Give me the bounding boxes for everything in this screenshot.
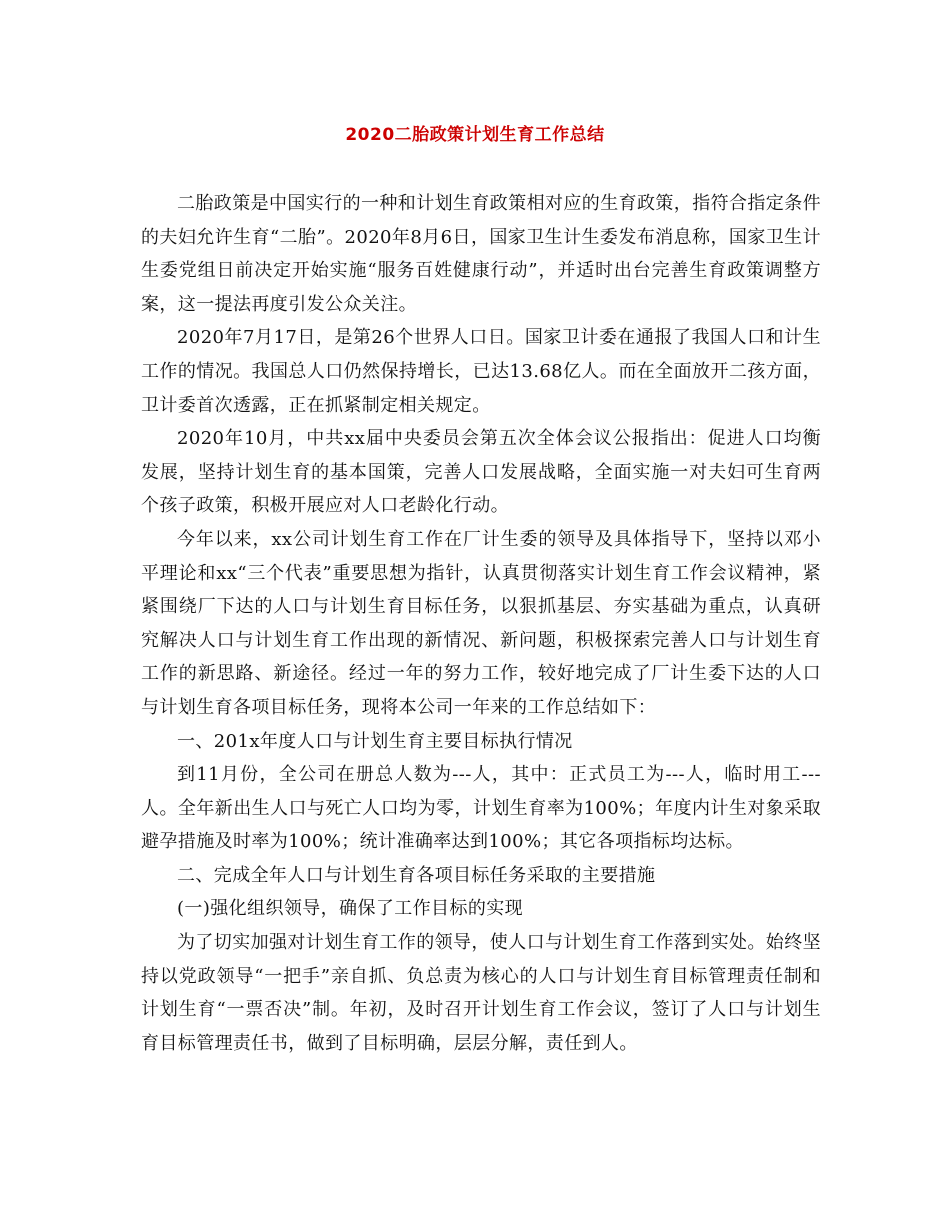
paragraph-target-statistics: 到11月份，全公司在册总人数为---人，其中：正式员工为---人，临时用工---人。全年新出生人口与死亡人口均为零，计划生育率为100%；年度内计生对象采取避孕措施及时率为100%；统计准确率达到100%；其它各项指标均达标。 xyxy=(141,764,821,853)
paragraph-plenary-communique: 2020年10月，中共xx届中央委员会第五次全体会议公报指出：促进人口均衡发展，坚持计划生育的基本国策，完善人口发展战略，全面实施一对夫妇可生育两个孩子政策，积极开展应对人口老龄化行动。 xyxy=(141,428,821,517)
section-heading-targets: 一、201x年度人口与计划生育主要目标执行情况 xyxy=(177,730,573,752)
subsection-heading-leadership: (一)强化组织领导，确保了工作目标的实现 xyxy=(177,898,524,920)
paragraph-intro-second-child-policy: 二胎政策是中国实行的一种和计划生育政策相对应的生育政策，指符合指定条件的夫妇允许生育“二胎”。2020年8月6日，国家卫生计生委发布消息称，国家卫生计生委党组日前决定开始实施“服务百姓健康行动”，并适时出台完善生育政策调整方案，这一提法再度引发公众关注。 xyxy=(141,193,821,315)
paragraph-leadership-details: 为了切实加强对计划生育工作的领导，使人口与计划生育工作落到实处。始终坚持以党政领导“一把手”亲自抓、负总责为核心的人口与计划生育目标管理责任制和计划生育“一票否决”制。年初，及时召开计划生育工作会议，签订了人口与计划生育目标管理责任书，做到了目标明确，层层分解，责任到人。 xyxy=(141,932,821,1054)
document-title: 2020二胎政策计划生育工作总结 xyxy=(345,125,605,145)
section-heading-measures: 二、完成全年人口与计划生育各项目标任务采取的主要措施 xyxy=(177,864,656,886)
paragraph-company-overview: 今年以来，xx公司计划生育工作在厂计生委的领导及具体指导下，坚持以邓小平理论和xx“三个代表”重要思想为指针，认真贯彻落实计划生育工作会议精神，紧紧围绕厂下达的人口与计划生育目标任务，以狠抓基层、夯实基础为重点，认真研究解决人口与计划生育工作出现的新情况、新问题，积极探索完善人口与计划生育工作的新思路、新途径。经过一年的努力工作，较好地完成了厂计生委下达的人口与计划生育各项目标任务，现将本公司一年来的工作总结如下： xyxy=(141,528,821,718)
paragraph-world-population-day: 2020年7月17日，是第26个世界人口日。国家卫计委在通报了我国人口和计生工作的情况。我国总人口仍然保持增长，已达13.68亿人。而在全面放开二孩方面，卫计委首次透露，正在抓紧制定相关规定。 xyxy=(141,327,821,416)
document-body xyxy=(141,187,821,1060)
